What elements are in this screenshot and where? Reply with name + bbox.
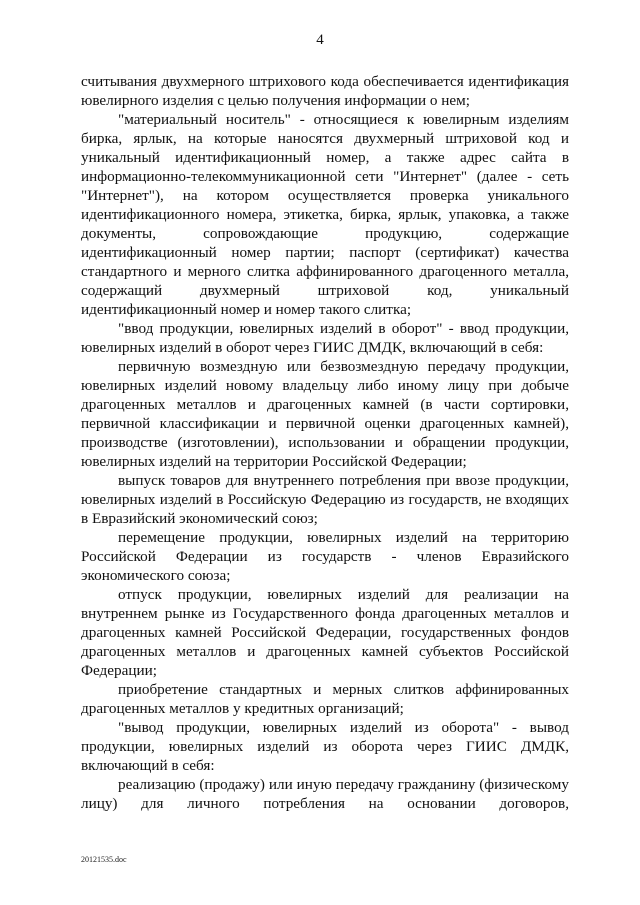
paragraph-eaeu-movement: перемещение продукции, ювелирных изделий на территорию Российской Федерации из государств - членов Евразийского экономического союза; xyxy=(81,529,569,584)
paragraph-primary-transfer: первичную возмездную или безвозмездную передачу продукции, ювелирных изделий новому владельцу либо иному лицу при добыче драгоценных металлов и драгоценных камней (в части сортировки, первичной классификации и первичной оценки драгоценных камней), производстве (изготовлении), использовании и обращении продукции, ювелирных изделий на территории Российской Федерации; xyxy=(81,358,569,470)
document-body xyxy=(81,72,569,813)
paragraph-retail-sale: реализацию (продажу) или иную передачу гражданину (физическому лицу) для личного потребления на основании договоров, xyxy=(81,776,569,812)
paragraph-state-fund-release: отпуск продукции, ювелирных изделий для реализации на внутреннем рынке из Государственного фонда драгоценных металлов и драгоценных камней Российской Федерации, государственных фондов драгоценных металлов и драгоценных камней субъектов Российской Федерации; xyxy=(81,586,569,679)
paragraph-release-for-consumption: выпуск товаров для внутреннего потребления при ввозе продукции, ювелирных изделий в Российскую Федерацию из государств, не входящих в Евразийский экономический союз; xyxy=(81,472,569,527)
paragraph-circulation-exit-definition: "вывод продукции, ювелирных изделий из оборота" - вывод продукции, ювелирных изделий из оборота через ГИИС ДМДК, включающий в себя: xyxy=(81,719,569,774)
paragraph-continuation: считывания двухмерного штрихового кода обеспечивается идентификация ювелирного изделия с целью получения информации о нем; xyxy=(81,73,569,109)
document-filename-footer: 20121535.doc xyxy=(81,855,127,864)
paragraph-bullion-acquisition: приобретение стандартных и мерных слитков аффинированных драгоценных металлов у кредитных организаций; xyxy=(81,681,569,717)
paragraph-material-carrier-definition: "материальный носитель" - относящиеся к ювелирным изделиям бирка, ярлык, на которые наносятся двухмерный штриховой код и уникальный идентификационный номер, а также адрес сайта в информационно-телекоммуникационной сети "Интернет" (далее - сеть "Интернет"), на котором осуществляется проверка уникального идентификационного номера, этикетка, бирка, ярлык, упаковка, а также документы, сопровождающие продукцию, содержащие идентификационный номер партии; паспорт (сертификат) качества стандартного и мерного слитка аффинированного драгоценного металла, содержащий двухмерный штриховой код, уникальный идентификационный номер и номер такого слитка; xyxy=(81,111,569,318)
page-number: 4 xyxy=(316,32,324,48)
paragraph-circulation-entry-definition: "ввод продукции, ювелирных изделий в оборот" - ввод продукции, ювелирных изделий в оборот через ГИИС ДМДК, включающий в себя: xyxy=(81,320,569,356)
